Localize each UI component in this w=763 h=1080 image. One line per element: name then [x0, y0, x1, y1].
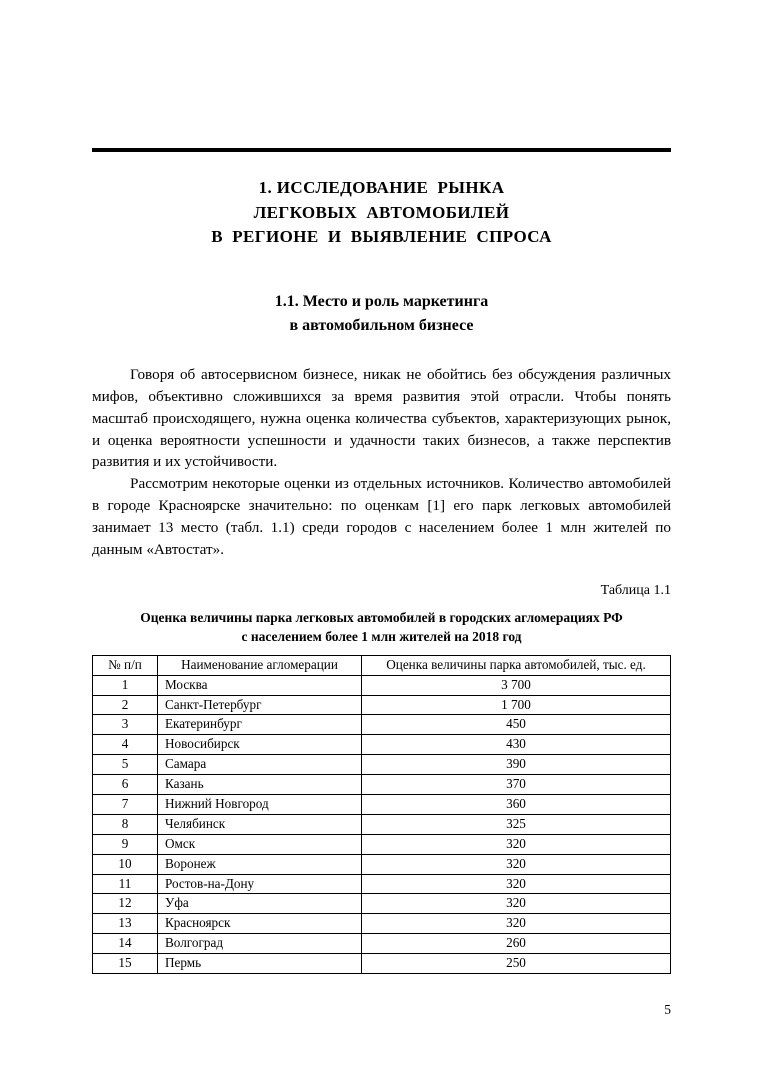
cell-agglomeration: Красноярск	[158, 914, 362, 934]
cell-agglomeration: Уфа	[158, 894, 362, 914]
cell-number: 4	[93, 735, 158, 755]
cell-value: 325	[362, 814, 671, 834]
table-row	[93, 874, 671, 894]
table-row	[93, 695, 671, 715]
cell-number: 3	[93, 715, 158, 735]
cell-number: 15	[93, 954, 158, 974]
cell-agglomeration: Ростов-на-Дону	[158, 874, 362, 894]
table-header-agglomeration: Наименование агломерации	[158, 655, 362, 675]
cell-agglomeration: Москва	[158, 675, 362, 695]
cell-agglomeration: Екатеринбург	[158, 715, 362, 735]
table-header-value: Оценка величины парка автомобилей, тыс. ед.	[362, 655, 671, 675]
body-paragraph-2: Рассмотрим некоторые оценки из отдельных источников. Количество автомобилей в городе Красноярске значительно: по оценкам [1] его парк легковых автомобилей занимает 13 место (табл. 1.1) среди городов с населением более 1 млн жителей по данным «Автостат».	[92, 475, 671, 559]
table-title	[92, 609, 671, 647]
cell-value: 250	[362, 954, 671, 974]
cell-agglomeration: Новосибирск	[158, 735, 362, 755]
header-divider-rule	[92, 148, 671, 152]
cell-value: 260	[362, 934, 671, 954]
table-header-number: № п/п	[93, 655, 158, 675]
cell-number: 1	[93, 675, 158, 695]
table-row	[93, 834, 671, 854]
cell-number: 11	[93, 874, 158, 894]
cell-value: 320	[362, 894, 671, 914]
table-row	[93, 954, 671, 974]
cell-value: 3 700	[362, 675, 671, 695]
cell-agglomeration: Пермь	[158, 954, 362, 974]
chapter-title-line-1: 1. ИССЛЕДОВАНИЕ РЫНКА	[258, 178, 505, 197]
table-row	[93, 794, 671, 814]
cell-value: 390	[362, 755, 671, 775]
chapter-title	[92, 176, 671, 250]
cell-agglomeration: Нижний Новгород	[158, 794, 362, 814]
cell-number: 14	[93, 934, 158, 954]
table-row	[93, 715, 671, 735]
cell-value: 430	[362, 735, 671, 755]
table-row	[93, 675, 671, 695]
table-row	[93, 775, 671, 795]
cell-agglomeration: Воронеж	[158, 854, 362, 874]
table-number-label: Таблица 1.1	[600, 582, 671, 598]
cell-number: 7	[93, 794, 158, 814]
table-row	[93, 814, 671, 834]
cell-number: 6	[93, 775, 158, 795]
table-title-line-1: Оценка величины парка легковых автомобилей в городских агломерациях РФ	[140, 609, 623, 625]
chapter-title-line-2: ЛЕГКОВЫХ АВТОМОБИЛЕЙ	[253, 202, 510, 222]
cell-value: 320	[362, 834, 671, 854]
cell-number: 9	[93, 834, 158, 854]
section-title-line-2: в автомобильном бизнесе	[289, 316, 474, 334]
table-title-line-2: с населением более 1 млн жителей на 2018 год	[241, 628, 522, 644]
cell-number: 10	[93, 854, 158, 874]
body-paragraph-1: Говоря об автосервисном бизнесе, никак не обойтись без обсуждения различных мифов, объективно сложившихся за время развития этой отрасли. Чтобы понять масштаб происходящего, нужна оценка количества субъектов, характеризующих рынок, и оценка вероятности успешности и удачности таких бизнесов, а также перспектив развития и их устойчивости.	[92, 365, 671, 471]
cell-value: 370	[362, 775, 671, 795]
cell-number: 5	[93, 755, 158, 775]
cell-value: 450	[362, 715, 671, 735]
table-row	[93, 934, 671, 954]
car-park-table	[92, 655, 671, 974]
cell-value: 320	[362, 914, 671, 934]
table-row	[93, 854, 671, 874]
cell-value: 1 700	[362, 695, 671, 715]
cell-agglomeration: Волгоград	[158, 934, 362, 954]
section-title	[92, 290, 671, 338]
cell-value: 320	[362, 874, 671, 894]
cell-agglomeration: Санкт-Петербург	[158, 695, 362, 715]
cell-value: 320	[362, 854, 671, 874]
table-header-row	[93, 655, 671, 675]
cell-agglomeration: Самара	[158, 755, 362, 775]
cell-agglomeration: Челябинск	[158, 814, 362, 834]
chapter-title-line-3: В РЕГИОНЕ И ВЫЯВЛЕНИЕ СПРОСА	[211, 227, 552, 247]
table-row	[93, 755, 671, 775]
page-number: 5	[664, 1002, 671, 1017]
table-row	[93, 735, 671, 755]
cell-agglomeration: Омск	[158, 834, 362, 854]
section-title-line-1: 1.1. Место и роль маркетинга	[274, 292, 489, 310]
cell-number: 13	[93, 914, 158, 934]
cell-number: 12	[93, 894, 158, 914]
table-row	[93, 914, 671, 934]
cell-number: 2	[93, 695, 158, 715]
cell-value: 360	[362, 794, 671, 814]
table-row	[93, 894, 671, 914]
cell-agglomeration: Казань	[158, 775, 362, 795]
cell-number: 8	[93, 814, 158, 834]
